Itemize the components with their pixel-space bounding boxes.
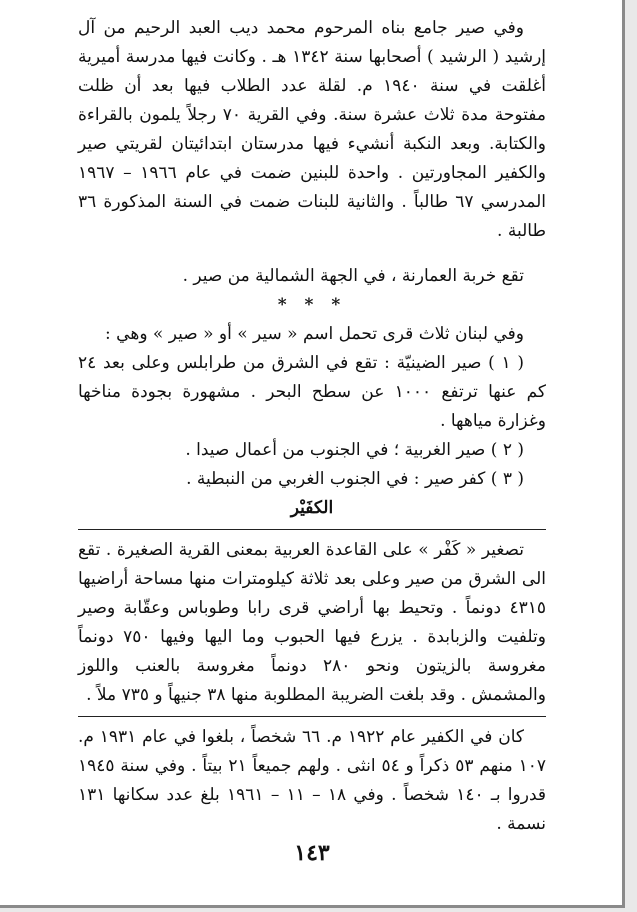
text-column [78,14,546,868]
paragraph-khirbat-amarna: تقع خربة العمارنة ، في الجهة الشمالية من صير . [182,266,524,286]
list-item-2: ( ٢ ) صير الغربية ؛ في الجنوب من أعمال صيدا . [185,440,524,460]
section-separator-stars: * * * [277,295,347,315]
paragraph-lebanon-villages: وفي لبنان ثلاث قرى تحمل اسم « سير » أو « صير » وهي : [105,324,524,344]
section-heading-kufeir: الكفَيْر [290,498,334,518]
paragraph-sayr-mosque-schools: وفي صير جامع بناه المرحوم محمد ديب العبد الرحيم من آل إرشيد ( الرشيد ) أصحابها سنة ١٣٤٢ هـ . وكانت فيها مدرسة أميرية أغلقت في سنة ١٩٤٠ م. لقلة عدد الطلاب فيها بعد أن ظلت مفتوحة مدة ثلاث عشرة سنة. وفي القرية ٧٠ رجلاً يلمون بالقراءة والكتابة. وبعد النكبة أنشيء فيها مدرستان ابتدائيتان لقريتي صير والكفير المجاورتين . واحدة للبنين ضمت في عام ١٩٦٦ – ١٩٦٧ المدرسي ٦٧ طالباً . والثانية للبنات ضمت في السنة المذكورة ٣٦ طالبة . [78,18,546,241]
paragraph-kufeir-description: تصغير « كَفْر » على القاعدة العربية بمعنى القرية الصغيرة . تقع الى الشرق من صير وعلى بعد ثلاثة كيلومترات منها مساحة أراضيها ٤٣١٥ دونماً . وتحيط بها أراضي قرى رابا وطوباس وعقّابة وصير وتلفيت والزبابدة . يزرع فيها الحبوب وما اليها وفيها ٧٥٠ دونماً مغروسة بالزيتون ونحو ٢٨٠ دونماً مغروسة بالعنب واللوز والمشمش . وقد بلغت الضريبة المطلوبة منها ٣٨ جنيهاً و ٧٣٥ ملاً . [78,540,546,705]
horizontal-rule [78,716,546,717]
page-number: ١٤٣ [294,840,330,866]
list-item-3: ( ٣ ) كفر صير : في الجنوب الغربي من النبطية . [186,469,524,489]
paragraph-kufeir-population: كان في الكفير عام ١٩٢٢ م. ٦٦ شخصاً ، بلغوا في عام ١٩٣١ م. ١٠٧ منهم ٥٣ ذكراً و ٥٤ انثى . ولهم جميعاً ٢١ بيتاً . وفي سنة ١٩٤٥ قدروا بـ ١٤٠ شخصاً . وفي ١٨ – ١١ – ١٩٦١ بلغ عدد سكانها ١٣١ نسمة . [78,727,547,834]
paragraph-gap [78,246,546,262]
list-item-1: ( ١ ) صير الضينيّة : تقع في الشرق من طرابلس وعلى بعد ٢٤ كم عنها ترتفع ١٠٠٠ عن سطح البحر . مشهورة بجودة مناخها وغزارة مياهها . [78,353,546,431]
horizontal-rule [78,529,546,530]
